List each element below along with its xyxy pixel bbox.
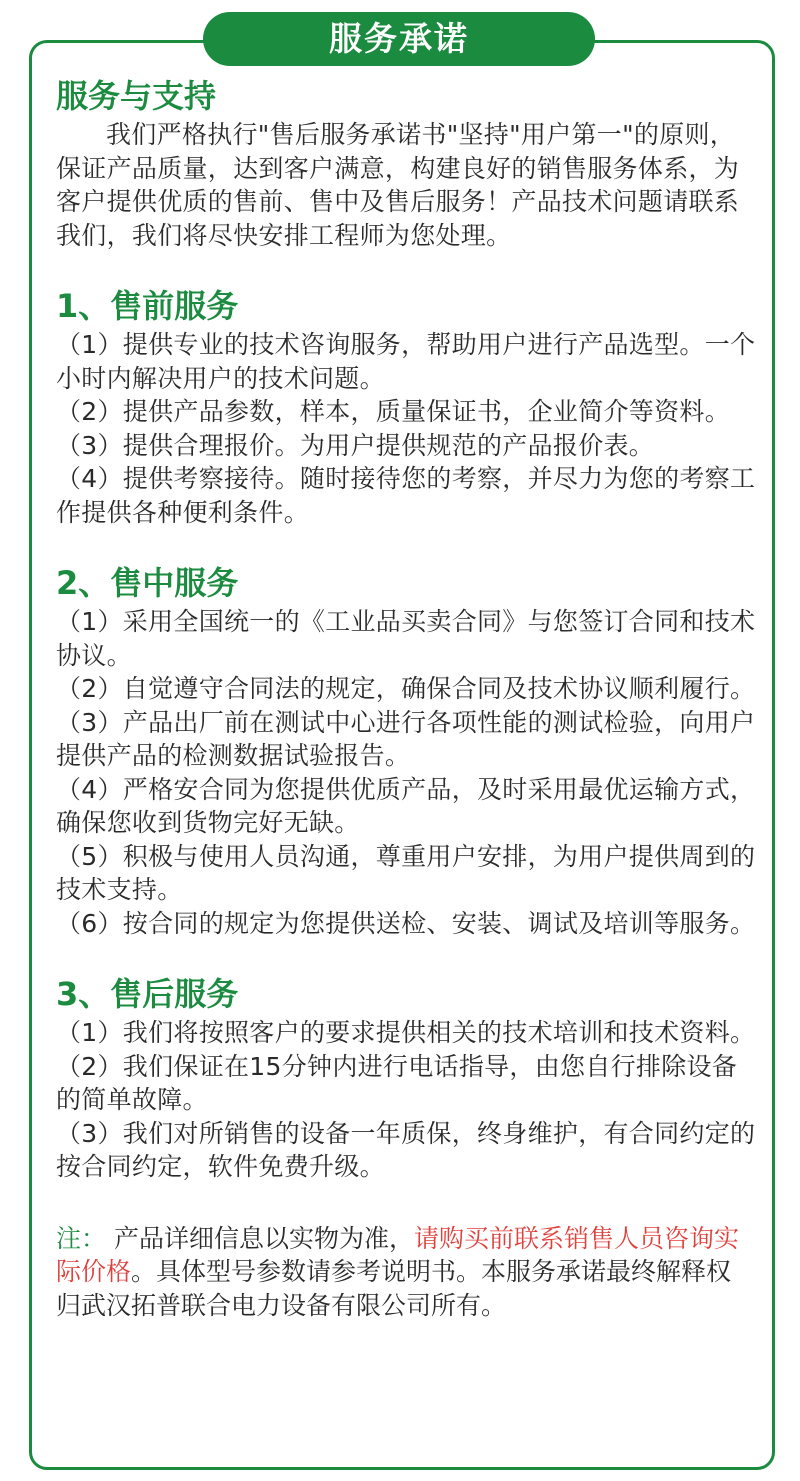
section-after-sales [56, 974, 756, 1184]
list-item: （4）严格安合同为您提供优质产品，及时采用最优运输方式，确保您收到货物完好无缺。 [56, 774, 756, 837]
section-heading: 1、售前服务 [56, 287, 239, 325]
list-item: （3）提供合理报价。为用户提供规范的产品报价表。 [56, 430, 655, 460]
list-item: （3）产品出厂前在测试中心进行各项性能的测试检验，向用户提供产品的检测数据试验报告。 [56, 707, 756, 770]
list-item: （6）按合同的规定为您提供送检、安装、调试及培训等服务。 [56, 908, 756, 938]
list-item: （5）积极与使用人员沟通，尊重用户安排，为用户提供周到的技术支持。 [56, 841, 756, 904]
note-text-end: 。具体型号参数请参考说明书。本服务承诺最终解释权归武汉拓普联合电力设备有限公司所有。 [56, 1257, 732, 1320]
content-area [56, 76, 756, 1347]
note-highlight: 请购买前联系销售人员咨询实际价格 [56, 1223, 739, 1286]
list-item: （1）采用全国统一的《工业品买卖合同》与您签订合同和技术协议。 [56, 607, 756, 670]
note-label: 注： [56, 1223, 107, 1253]
list-item: （4）提供考察接待。随时接待您的考察，并尽力为您的考察工作提供各种便利条件。 [56, 464, 756, 527]
section-pre-sales [56, 286, 756, 529]
support-text: 我们严格执行"售后服务承诺书"坚持"用户第一"的原则，保证产品质量，达到客户满意，构建良好的销售服务体系，为客户提供优质的售前、售中及售后服务！产品技术问题请联系我们，我们将尽快安排工程师为您处理。 [56, 120, 740, 250]
section-in-sales [56, 563, 756, 940]
support-heading: 服务与支持 [56, 77, 217, 115]
list-item: （2）我们保证在15分钟内进行电话指导，由您自行排除设备的简单故障。 [56, 1051, 738, 1114]
section-heading: 3、售后服务 [56, 975, 239, 1013]
note-text: 产品详细信息以实物为准， [106, 1223, 414, 1253]
page-title: 服务承诺 [203, 12, 595, 66]
note-paragraph [56, 1222, 756, 1323]
list-item: （3）我们对所销售的设备一年质保，终身维护，有合同约定的按合同约定，软件免费升级。 [56, 1118, 756, 1181]
section-heading: 2、售中服务 [56, 564, 239, 602]
list-item: （2）自觉遵守合同法的规定，确保合同及技术协议顺利履行。 [56, 674, 756, 703]
list-item: （1）我们将按照客户的要求提供相关的技术培训和技术资料。 [56, 1018, 756, 1047]
list-item: （2）提供产品参数，样本，质量保证书，企业简介等资料。 [56, 397, 731, 426]
list-item: （1）提供专业的技术咨询服务，帮助用户进行产品选型。一个小时内解决用户的技术问题。 [56, 330, 756, 393]
